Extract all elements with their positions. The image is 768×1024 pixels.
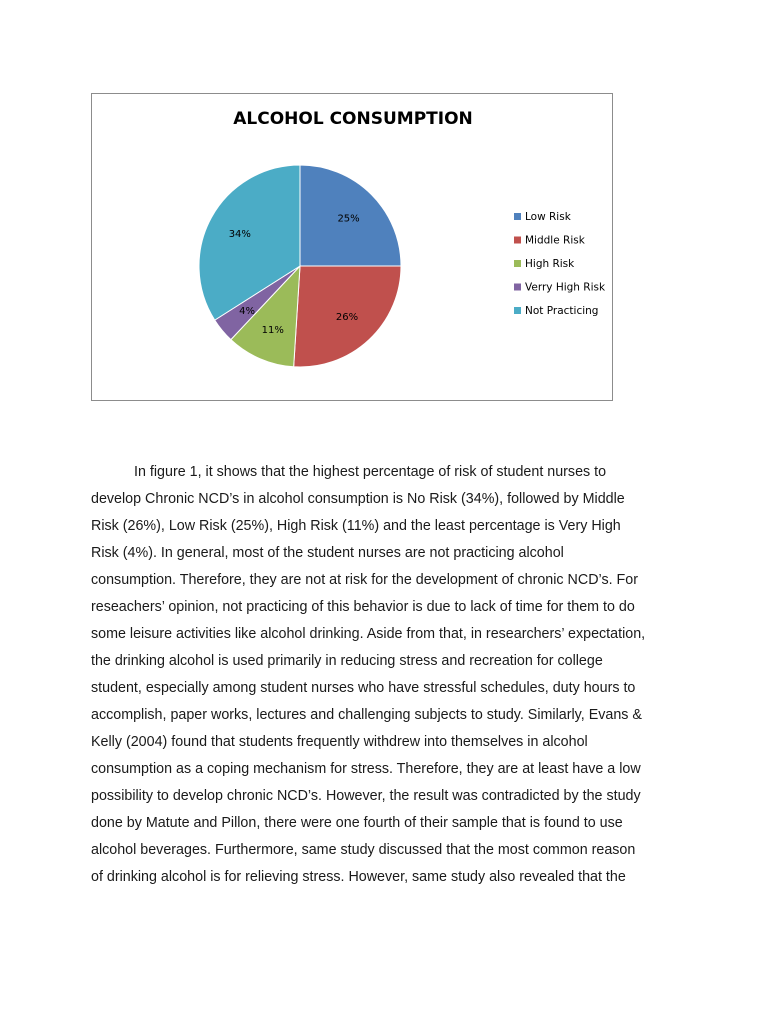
text-line: the drinking alcohol is used primarily in reducing stress and recreation for college: [91, 653, 603, 669]
text-line: some leisure activities like alcohol drinking. Aside from that, in researchers’ expectation,: [91, 626, 646, 642]
text-line: consumption as a coping mechanism for stress. Therefore, they are at least have a low: [91, 761, 641, 777]
legend-swatch: [514, 260, 521, 267]
text-line: consumption. Therefore, they are not at risk for the development of chronic NCD’s. For: [91, 572, 638, 588]
legend-item-not-practicing: [514, 305, 598, 317]
legend-label: High Risk: [525, 258, 575, 270]
legend-label: Middle Risk: [525, 234, 585, 247]
data-label-low-risk: 25%: [337, 213, 360, 225]
text-line: develop Chronic NCD’s in alcohol consumption is No Risk (34%), followed by Middle: [91, 491, 625, 507]
legend-item-low-risk: [514, 211, 572, 223]
legend-swatch: [514, 237, 521, 244]
text-line: Kelly (2004) found that students frequently withdrew into themselves in alcohol: [91, 734, 588, 750]
text-line: alcohol beverages. Furthermore, same study discussed that the most common reason: [91, 842, 636, 858]
legend-swatch: [514, 213, 521, 220]
text-line: Risk (26%), Low Risk (25%), High Risk (11%) and the least percentage is Very High: [91, 518, 621, 534]
chart-frame: [91, 93, 613, 401]
text-line: reseachers’ opinion, not practicing of this behavior is due to lack of time for them to do: [91, 599, 635, 615]
text-line: possibility to develop chronic NCD’s. However, the result was contradicted by the study: [91, 788, 641, 804]
text-line: In figure 1, it shows that the highest percentage of risk of student nurses to: [134, 464, 607, 480]
text-line: Risk (4%). In general, most of the student nurses are not practicing alcohol: [91, 545, 564, 561]
data-label-middle-risk: 26%: [335, 312, 359, 324]
data-label-not-practicing: 34%: [228, 228, 251, 240]
legend-item-high-risk: [514, 258, 575, 270]
text-line: student, especially among student nurses who have stressful schedules, duty hours to: [91, 680, 636, 696]
data-label-verry-high-risk: 4%: [239, 305, 256, 317]
legend-swatch: [514, 284, 521, 291]
text-line: of drinking alcohol is for relieving stress. However, same study also revealed that the: [91, 869, 626, 885]
legend-label: Verry High Risk: [525, 281, 606, 294]
pie-chart: [92, 94, 612, 400]
legend-item-verry-high-risk: [514, 282, 606, 294]
legend-label: Not Practicing: [525, 305, 599, 317]
text-line: accomplish, paper works, lectures and challenging subjects to study. Similarly, Evans &: [91, 707, 642, 723]
legend-swatch: [514, 307, 521, 314]
legend-label: Low Risk: [525, 211, 571, 223]
data-label-high-risk: 11%: [261, 325, 284, 337]
legend-item-middle-risk: [514, 235, 586, 247]
chart-title: ALCOHOL CONSUMPTION: [233, 109, 473, 129]
text-line: done by Matute and Pillon, there were one fourth of their sample that is found to use: [91, 815, 623, 831]
body-paragraph: [91, 459, 678, 891]
